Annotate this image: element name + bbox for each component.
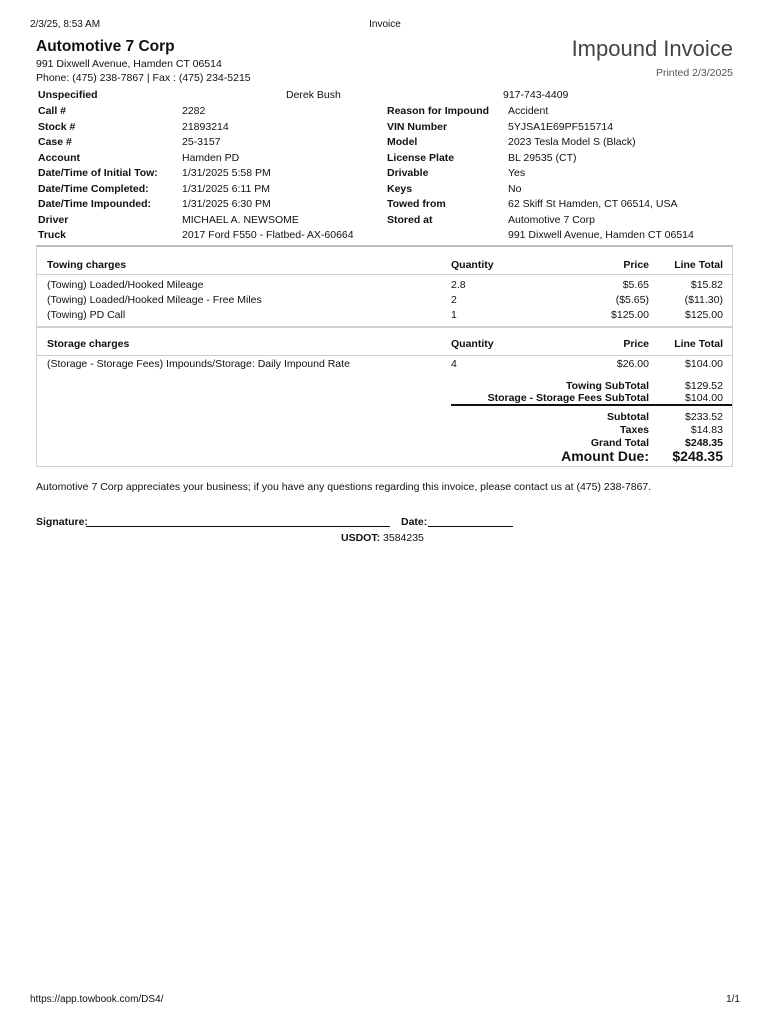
detail-label: Model: [387, 136, 418, 148]
storage-subtotal-label: Storage - Storage Fees SubTotal: [487, 392, 649, 404]
detail-value: Yes: [508, 167, 526, 179]
towing-subtotal-label: Towing SubTotal: [565, 380, 649, 392]
detail-label: Case #: [38, 136, 72, 148]
page-number: 1/1: [726, 994, 740, 1005]
detail-value: 5YJSA1E69PF515714: [508, 121, 614, 133]
line-quantity: 4: [451, 358, 457, 370]
detail-label: Truck: [38, 229, 67, 241]
line-description: (Towing) Loaded/Hooked Mileage - Free Miles: [47, 294, 262, 306]
line-price: $5.65: [622, 279, 649, 291]
table-row: [37, 358, 732, 373]
table-row: [37, 294, 732, 309]
detail-value: 2023 Tesla Model S (Black): [508, 136, 636, 148]
detail-label: Towed from: [387, 198, 446, 210]
usdot-label: USDOT:: [341, 532, 381, 544]
detail-value: 2282: [182, 105, 206, 117]
line-total: $15.82: [690, 279, 723, 291]
column-header: Price: [623, 338, 649, 350]
detail-label: Date/Time Completed:: [38, 183, 149, 195]
line-description: (Towing) Loaded/Hooked Mileage: [47, 279, 204, 291]
column-header: Storage charges: [47, 338, 130, 350]
column-header: Quantity: [451, 338, 494, 350]
column-header: Quantity: [451, 259, 494, 271]
table-row: [37, 279, 732, 294]
company-address: 991 Dixwell Avenue, Hamden CT 06514: [36, 58, 222, 70]
detail-value: Accident: [508, 105, 549, 117]
date-label: Date:: [401, 516, 428, 528]
detail-value: Automotive 7 Corp: [508, 214, 595, 226]
usdot-value: 3584235: [383, 532, 424, 544]
detail-label: Keys: [387, 183, 413, 195]
column-header: Towing charges: [47, 259, 127, 271]
thank-you-note: Automotive 7 Corp appreciates your business; if you have any questions regarding this invoice, please contact us at (475) 238-7867.: [36, 481, 652, 493]
detail-value: 25-3157: [182, 136, 221, 148]
detail-value: 991 Dixwell Avenue, Hamden CT 06514: [508, 229, 694, 241]
line-total: $104.00: [685, 358, 723, 370]
line-price: $26.00: [616, 358, 649, 370]
line-quantity: 2.8: [451, 279, 466, 291]
date-line: [428, 526, 513, 527]
customer-phone: 917-743-4409: [503, 89, 569, 101]
page-url: https://app.towbook.com/DS4/: [30, 994, 164, 1005]
line-quantity: 2: [451, 294, 457, 306]
detail-value: MICHAEL A. NEWSOME: [182, 214, 299, 226]
detail-value: Hamden PD: [182, 152, 240, 164]
detail-label: Drivable: [387, 167, 429, 179]
line-quantity: 1: [451, 309, 457, 321]
line-description: (Towing) PD Call: [47, 309, 126, 321]
line-price: $125.00: [611, 309, 649, 321]
signature-line: [86, 526, 390, 527]
subtotal-value: $233.52: [685, 411, 723, 423]
detail-value: 2017 Ford F550 - Flatbed- AX-60664: [182, 229, 354, 241]
detail-label: Date/Time Impounded:: [38, 198, 151, 210]
towing-header: [37, 247, 732, 275]
column-header: Line Total: [674, 338, 723, 350]
detail-label: Stored at: [387, 214, 433, 226]
detail-value: 21893214: [182, 121, 229, 133]
taxes-label: Taxes: [620, 424, 649, 436]
company-name: Automotive 7 Corp: [36, 38, 175, 55]
detail-label: Account: [38, 152, 80, 164]
customer-status: Unspecified: [38, 89, 98, 101]
grand-total-label: Grand Total: [590, 437, 649, 449]
charges-table: [36, 245, 733, 467]
usdot: [341, 532, 424, 544]
detail-label: Reason for Impound: [387, 105, 490, 117]
signature-label: Signature:: [36, 516, 88, 528]
detail-value: 1/31/2025 6:30 PM: [182, 198, 271, 210]
subtotal-label: Subtotal: [607, 411, 649, 423]
printed-date: Printed 2/3/2025: [655, 67, 733, 79]
detail-label: Driver: [38, 214, 69, 226]
line-description: (Storage - Storage Fees) Impounds/Storage: Daily Impound Rate: [47, 358, 350, 370]
towing-subtotal-value: $129.52: [685, 380, 723, 392]
grand-total-value: $248.35: [685, 437, 723, 449]
detail-value: No: [508, 183, 522, 195]
storage-subtotal-value: $104.00: [685, 392, 723, 404]
amount-due-label: Amount Due:: [561, 448, 649, 464]
detail-label: License Plate: [387, 152, 455, 164]
line-total: $125.00: [685, 309, 723, 321]
detail-label: Call #: [38, 105, 67, 117]
detail-label: Stock #: [38, 121, 76, 133]
column-header: Line Total: [674, 259, 723, 271]
line-total: ($11.30): [684, 294, 723, 306]
print-page-title: Invoice: [369, 19, 401, 30]
customer-name: Derek Bush: [286, 89, 341, 101]
detail-label: VIN Number: [387, 121, 448, 133]
company-phone: Phone: (475) 238-7867 | Fax : (475) 234-5215: [36, 72, 251, 84]
detail-value: BL 29535 (CT): [508, 152, 577, 164]
amount-due-value: $248.35: [672, 448, 723, 464]
detail-value: 1/31/2025 6:11 PM: [182, 183, 270, 195]
print-datetime: 2/3/25, 8:53 AM: [30, 19, 101, 30]
line-price: ($5.65): [615, 294, 649, 306]
column-header: Price: [623, 259, 649, 271]
detail-value: 62 Skiff St Hamden, CT 06514, USA: [508, 198, 678, 210]
detail-label: Date/Time of Initial Tow:: [38, 167, 158, 179]
detail-value: 1/31/2025 5:58 PM: [182, 167, 271, 179]
document-title: Impound Invoice: [571, 36, 733, 61]
taxes-value: $14.83: [690, 424, 723, 436]
subtotal-rule: [451, 404, 732, 406]
table-row: [37, 309, 732, 324]
storage-header: [37, 328, 732, 356]
